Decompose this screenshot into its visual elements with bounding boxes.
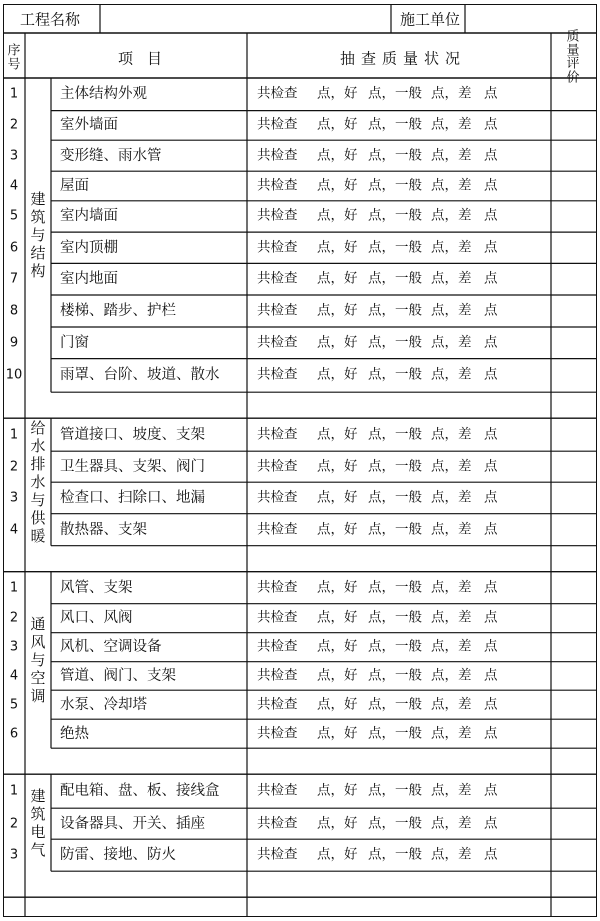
check-text-segment: 点，一般 [368, 695, 422, 712]
quality-rating-cell[interactable] [551, 140, 597, 171]
check-text-segment: 点，一般 [368, 724, 422, 741]
item-name: 主体结构外观 [60, 86, 147, 103]
row-number: 3 [9, 847, 19, 863]
check-text-segment: 点，一般 [368, 489, 422, 506]
item-name: 绝热 [60, 725, 89, 742]
check-text-segment: 点，差 [431, 609, 472, 626]
check-text-segment: 点 [484, 334, 498, 351]
check-text-segment: 点，一般 [368, 814, 422, 831]
check-status-field[interactable] [247, 774, 551, 808]
check-text-segment: 点 [484, 425, 498, 442]
check-text-segment: 点，好 [317, 270, 358, 287]
check-text-segment: 共检查 [257, 334, 298, 351]
check-text-segment: 共检查 [257, 270, 298, 287]
item-name: 管道、阀门、支架 [60, 667, 176, 684]
check-text-segment: 共检查 [257, 578, 298, 595]
check-text-segment: 点，一般 [368, 457, 422, 474]
check-status-field[interactable] [247, 78, 551, 111]
check-status-field[interactable] [247, 263, 551, 295]
row-number: 2 [9, 459, 19, 475]
check-text-segment: 点，差 [431, 238, 472, 255]
check-text-segment: 共检查 [257, 457, 298, 474]
item-name: 管道接口、坡度、支架 [60, 426, 205, 443]
check-text-segment: 点，好 [317, 366, 358, 383]
section-label: 给 水 排 水 与 供 暖 [30, 418, 46, 545]
check-status-field[interactable] [247, 572, 551, 604]
quality-rating-cell[interactable] [551, 201, 597, 232]
check-text-segment: 点，好 [317, 667, 358, 684]
item-name: 门窗 [60, 334, 89, 351]
check-text-segment: 共检查 [257, 207, 298, 224]
item-name: 屋面 [60, 177, 89, 194]
row-number: 2 [9, 117, 19, 133]
check-text-segment: 点，一般 [368, 782, 422, 799]
quality-rating-cell[interactable] [551, 690, 597, 719]
item-name: 水泵、冷却塔 [60, 696, 147, 713]
quality-rating-cell[interactable] [551, 774, 597, 808]
quality-rating-cell[interactable] [551, 719, 597, 748]
check-status-field[interactable] [247, 839, 551, 871]
item-name: 风管、支架 [60, 579, 133, 596]
check-text-segment: 共检查 [257, 366, 298, 383]
check-text-segment: 共检查 [257, 695, 298, 712]
row-number: 5 [9, 208, 19, 224]
check-status-field[interactable] [247, 111, 551, 141]
row-number: 6 [9, 240, 19, 256]
check-text-segment: 共检查 [257, 85, 298, 102]
check-text-segment: 点，差 [431, 334, 472, 351]
item-name: 室内顶棚 [60, 239, 118, 256]
row-number: 1 [9, 580, 19, 596]
quality-rating-cell[interactable] [551, 232, 597, 263]
check-text-segment: 共检查 [257, 667, 298, 684]
check-text-segment: 点，好 [317, 520, 358, 537]
check-text-segment: 点 [484, 457, 498, 474]
check-text-segment: 点，好 [317, 724, 358, 741]
check-text-segment: 共检查 [257, 116, 298, 133]
check-text-segment: 点，一般 [368, 425, 422, 442]
quality-rating-cell[interactable] [551, 263, 597, 295]
check-text-segment: 共检查 [257, 302, 298, 319]
check-status-field[interactable] [247, 633, 551, 662]
item-name: 变形缝、雨水管 [60, 147, 162, 164]
quality-rating-cell[interactable] [551, 514, 597, 546]
row-number: 1 [9, 86, 19, 102]
check-text-segment: 点，差 [431, 116, 472, 133]
item-name: 雨罩、台阶、坡道、散水 [60, 367, 220, 384]
check-text-segment: 点，一般 [368, 116, 422, 133]
check-status-field[interactable] [247, 359, 551, 393]
check-column-header: 抽查质量状况 [339, 49, 467, 68]
check-text-segment: 点 [484, 116, 498, 133]
check-text-segment: 点 [484, 177, 498, 194]
check-status-field[interactable] [247, 140, 551, 171]
row-number: 2 [9, 610, 19, 626]
check-text-segment: 点，差 [431, 846, 472, 863]
check-text-segment: 点，好 [317, 578, 358, 595]
check-text-segment: 点 [484, 85, 498, 102]
check-text-segment: 点 [484, 609, 498, 626]
check-text-segment: 点 [484, 638, 498, 655]
check-status-field[interactable] [247, 662, 551, 691]
check-text-segment: 点，差 [431, 578, 472, 595]
check-text-segment: 点，好 [317, 846, 358, 863]
check-text-segment: 点，差 [431, 146, 472, 163]
check-text-segment: 点 [484, 520, 498, 537]
quality-rating-cell[interactable] [551, 808, 597, 839]
check-text-segment: 共检查 [257, 146, 298, 163]
check-text-segment: 点，差 [431, 695, 472, 712]
row-number: 1 [9, 427, 19, 443]
item-name: 室外墙面 [60, 117, 118, 134]
check-text-segment: 点，差 [431, 489, 472, 506]
check-text-segment: 共检查 [257, 177, 298, 194]
check-text-segment: 点，好 [317, 425, 358, 442]
check-text-segment: 点，好 [317, 146, 358, 163]
row-number: 4 [9, 522, 19, 538]
item-name: 卫生器具、支架、阀门 [60, 458, 205, 475]
check-text-segment: 点，差 [431, 85, 472, 102]
row-number: 9 [9, 335, 19, 351]
section-label: 建 筑 与 结 构 [30, 190, 46, 281]
check-status-field[interactable] [247, 418, 551, 451]
check-text-segment: 点 [484, 366, 498, 383]
item-name: 散热器、支架 [60, 521, 147, 538]
check-text-segment: 共检查 [257, 814, 298, 831]
check-text-segment: 点，一般 [368, 270, 422, 287]
section-label: 通 风 与 空 调 [30, 614, 46, 705]
check-text-segment: 点，差 [431, 782, 472, 799]
check-text-segment: 共检查 [257, 238, 298, 255]
check-text-segment: 点 [484, 146, 498, 163]
item-name: 室内墙面 [60, 208, 118, 225]
quality-rating-cell[interactable] [551, 482, 597, 514]
check-text-segment: 点 [484, 578, 498, 595]
check-text-segment: 点 [484, 302, 498, 319]
quality-rating-cell[interactable] [551, 78, 597, 111]
quality-rating-cell[interactable] [551, 839, 597, 871]
row-number: 8 [9, 303, 19, 319]
quality-rating-cell[interactable] [551, 662, 597, 691]
check-text-segment: 点，差 [431, 814, 472, 831]
row-number: 10 [5, 367, 23, 383]
check-status-field[interactable] [247, 232, 551, 263]
check-text-segment: 共检查 [257, 846, 298, 863]
check-text-segment: 点 [484, 846, 498, 863]
check-text-segment: 点 [484, 489, 498, 506]
check-status-field[interactable] [247, 514, 551, 546]
check-text-segment: 点，一般 [368, 638, 422, 655]
check-status-field[interactable] [247, 295, 551, 327]
item-name: 防雷、接地、防火 [60, 846, 176, 863]
check-text-segment: 点，差 [431, 207, 472, 224]
check-text-segment: 点，一般 [368, 334, 422, 351]
check-text-segment: 点，一般 [368, 609, 422, 626]
check-text-segment: 点，一般 [368, 177, 422, 194]
check-text-segment: 点，好 [317, 334, 358, 351]
check-text-segment: 点，好 [317, 782, 358, 799]
contractor-label: 施工单位 [399, 10, 461, 29]
quality-rating-cell[interactable] [551, 604, 597, 633]
check-text-segment: 点，差 [431, 177, 472, 194]
item-name: 设备器具、开关、插座 [60, 815, 205, 832]
project-name-label: 工程名称 [19, 10, 81, 29]
check-text-segment: 点，一般 [368, 578, 422, 595]
check-text-segment: 点 [484, 238, 498, 255]
check-text-segment: 点，差 [431, 520, 472, 537]
check-status-field[interactable] [247, 201, 551, 232]
quality-rating-cell[interactable] [551, 295, 597, 327]
check-text-segment: 点 [484, 695, 498, 712]
quality-rating-cell[interactable] [551, 111, 597, 141]
check-text-segment: 点，好 [317, 116, 358, 133]
check-status-field[interactable] [247, 604, 551, 633]
check-status-field[interactable] [247, 690, 551, 719]
row-number: 4 [9, 668, 19, 684]
check-text-segment: 点，一般 [368, 846, 422, 863]
check-text-segment: 共检查 [257, 489, 298, 506]
check-text-segment: 点，差 [431, 638, 472, 655]
check-text-segment: 点，一般 [368, 302, 422, 319]
quality-rating-cell[interactable] [551, 171, 597, 201]
check-status-field[interactable] [247, 451, 551, 482]
check-text-segment: 点，差 [431, 667, 472, 684]
row-number: 3 [9, 639, 19, 655]
check-text-segment: 点，一般 [368, 366, 422, 383]
rating-column-header: 质量 评价 [566, 29, 580, 86]
check-text-segment: 点 [484, 270, 498, 287]
check-text-segment: 点 [484, 207, 498, 224]
section-label: 建 筑 电 气 [30, 786, 46, 859]
check-text-segment: 点，一般 [368, 146, 422, 163]
check-text-segment: 点，差 [431, 425, 472, 442]
check-text-segment: 共检查 [257, 638, 298, 655]
check-text-segment: 点，好 [317, 85, 358, 102]
check-text-segment: 点，好 [317, 302, 358, 319]
row-number: 3 [9, 148, 19, 164]
quality-inspection-form [3, 4, 597, 917]
check-text-segment: 点，差 [431, 724, 472, 741]
row-number: 3 [9, 490, 19, 506]
check-status-field[interactable] [247, 327, 551, 359]
check-text-segment: 点，一般 [368, 667, 422, 684]
quality-rating-cell[interactable] [551, 451, 597, 482]
item-column-header: 项目 [117, 49, 177, 68]
quality-rating-cell[interactable] [551, 572, 597, 604]
row-number: 7 [9, 271, 19, 287]
check-text-segment: 点 [484, 667, 498, 684]
check-text-segment: 点 [484, 782, 498, 799]
check-text-segment: 点，一般 [368, 520, 422, 537]
check-text-segment: 共检查 [257, 520, 298, 537]
check-text-segment: 点，一般 [368, 85, 422, 102]
check-text-segment: 点 [484, 814, 498, 831]
quality-rating-cell[interactable] [551, 359, 597, 393]
check-text-segment: 点，好 [317, 695, 358, 712]
item-name: 配电箱、盘、板、接线盒 [60, 782, 220, 799]
check-text-segment: 点，一般 [368, 238, 422, 255]
quality-rating-cell[interactable] [551, 327, 597, 359]
check-status-field[interactable] [247, 482, 551, 514]
check-text-segment: 共检查 [257, 782, 298, 799]
item-name: 风口、风阀 [60, 609, 133, 626]
check-text-segment: 共检查 [257, 609, 298, 626]
row-number: 1 [9, 783, 19, 799]
check-text-segment: 点 [484, 724, 498, 741]
item-name: 楼梯、踏步、护栏 [60, 302, 176, 319]
check-text-segment: 点，好 [317, 814, 358, 831]
check-text-segment: 点，好 [317, 489, 358, 506]
check-status-field[interactable] [247, 719, 551, 748]
check-text-segment: 点，差 [431, 366, 472, 383]
check-text-segment: 点，差 [431, 302, 472, 319]
seq-column-header: 序 号 [7, 43, 21, 72]
item-name: 室内地面 [60, 270, 118, 287]
quality-rating-cell[interactable] [551, 633, 597, 662]
item-name: 检查口、扫除口、地漏 [60, 489, 205, 506]
quality-rating-cell[interactable] [551, 418, 597, 451]
item-name: 风机、空调设备 [60, 638, 162, 655]
check-text-segment: 点，好 [317, 457, 358, 474]
check-text-segment: 点，好 [317, 177, 358, 194]
check-text-segment: 点，差 [431, 457, 472, 474]
check-text-segment: 点，差 [431, 270, 472, 287]
row-number: 5 [9, 697, 19, 713]
check-text-segment: 点，好 [317, 609, 358, 626]
row-number: 2 [9, 816, 19, 832]
row-number: 6 [9, 726, 19, 742]
check-text-segment: 点，好 [317, 207, 358, 224]
row-number: 4 [9, 178, 19, 194]
check-text-segment: 点，好 [317, 638, 358, 655]
check-status-field[interactable] [247, 171, 551, 201]
check-status-field[interactable] [247, 808, 551, 839]
check-text-segment: 共检查 [257, 724, 298, 741]
check-text-segment: 共检查 [257, 425, 298, 442]
check-text-segment: 点，一般 [368, 207, 422, 224]
check-text-segment: 点，好 [317, 238, 358, 255]
